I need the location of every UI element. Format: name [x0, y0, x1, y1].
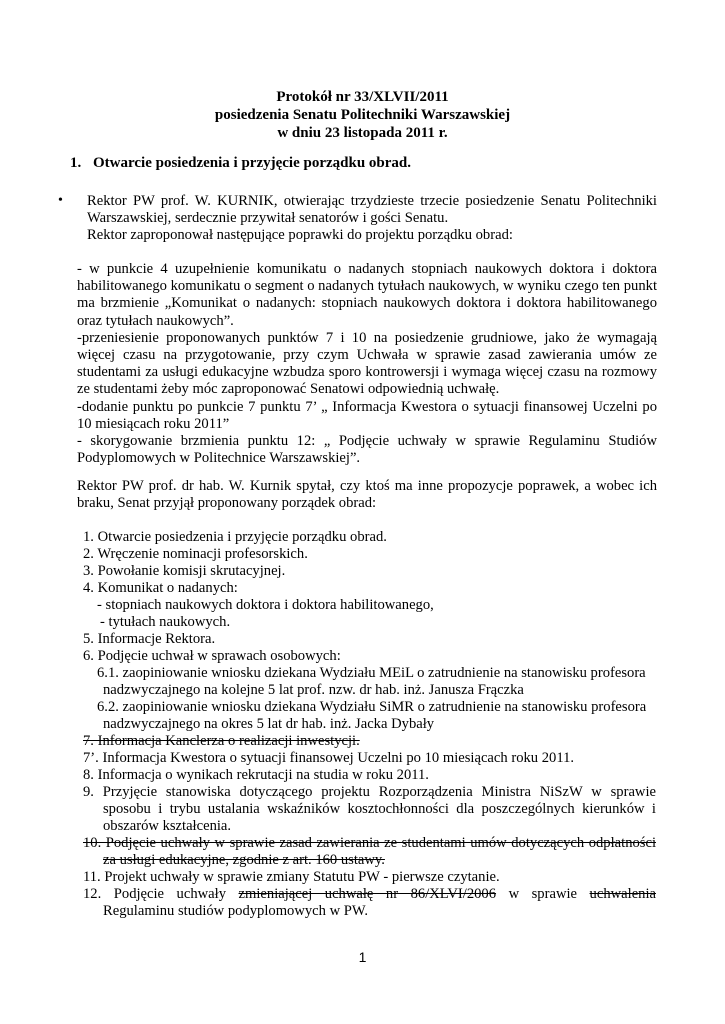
- agenda-subitem: 6.1. zaopiniowanie wniosku dziekana Wydziału MEiL o zatrudnienie na stanowisku profesora: [97, 665, 646, 681]
- agenda-item: 9. Przyjęcie stanowiska dotyczącego projektu Rozporządzenia Ministra NiSzW w sprawie: [83, 784, 656, 800]
- amendment-item: -przeniesienie proponowanych punktów 7 i 10 na posiedzenie grudniowe, jako że wymagają więcej czasu na przygotowanie, przy czym Uchwała w sprawie zasad zawierania umów ze studentami za usługi edukacyjne wzbudza sporo kontrowersji i wymaga więcej czasu na rozmowy ze studentami żeby móc zaproponować Senatowi odpowiednią uchwałę.: [77, 329, 657, 398]
- amendment-item: - skorygowanie brzmienia punktu 12: „ Podjęcie uchwały w sprawie Regulaminu Studiów Podyplomowych w Politechnice Warszawskiej”.: [77, 433, 657, 467]
- agenda-item-text: Podjęcie uchwały: [113, 886, 226, 902]
- agenda-item: 5. Informacje Rektora.: [83, 631, 216, 647]
- agenda-item-continuation: Regulaminu studiów podyplomowych w PW.: [103, 903, 368, 919]
- opening-text: Rektor PW prof. W. KURNIK, otwierając trzydzieste trzecie posiedzenie Senatu Politechniki Warszawskiej, serdecznie przywitał senatorów i gości Senatu.: [87, 193, 657, 227]
- amendment-item: -dodanie punktu po punkcie 7 punktu 7’ „ Informacja Kwestora o sytuacji finansowej Uczelni po 10 miesiącach roku 2011”: [77, 398, 657, 432]
- section-number: 1.: [70, 155, 82, 171]
- protocol-title: Protokół nr 33/XLVII/2011: [276, 89, 449, 105]
- amendments-list: [77, 261, 657, 467]
- agenda-item-removed: za usługi edukacyjne, zgodnie z art. 160 ustawy.: [103, 852, 385, 868]
- agenda-item-12: [83, 886, 656, 903]
- struck-text: uchwalenia: [589, 886, 656, 902]
- proposal-intro: Rektor zaproponował następujące poprawki do projektu porządku obrad:: [87, 227, 513, 244]
- agenda-subitem: - tytułach naukowych.: [100, 614, 231, 630]
- agenda-item: 7’. Informacja Kwestora o sytuacji finansowej Uczelni po 10 miesiącach roku 2011.: [83, 750, 575, 766]
- agenda-subitem: nadzwyczajnego na kolejne 5 lat prof. nzw. dr hab. inż. Janusza Frączka: [103, 682, 524, 698]
- page-number: 1: [358, 949, 367, 965]
- opening-paragraph: [87, 193, 657, 245]
- bullet-icon: •: [58, 193, 63, 208]
- agenda-item: 8. Informacja o wynikach rekrutacji na studia w roku 2011.: [83, 767, 429, 783]
- amendment-item: - w punkcie 4 uzupełnienie komunikatu o nadanych stopniach naukowych doktora i doktora habilitowanego komunikatu o segment o nadanych tytułach naukowych, w wyniku czego ten punkt ma brzmienie „Komunikat o nadanych: stopniach naukowych doktora i doktora habilitowanego oraz tytułach naukowych”.: [77, 261, 657, 329]
- agenda-item-removed: 7. Informacja Kanclerza o realizacji inwestycji.: [83, 733, 360, 749]
- agenda-item: 1. Otwarcie posiedzenia i przyjęcie porządku obrad.: [83, 529, 387, 545]
- agenda-subitem: 6.2. zaopiniowanie wniosku dziekana Wydziału SiMR o zatrudnienie na stanowisku profesora: [97, 699, 647, 715]
- agenda-item: 3. Powołanie komisji skrutacyjnej.: [83, 563, 286, 579]
- struck-text: zmieniającej uchwałę nr 86/XLVI/2006: [238, 886, 497, 902]
- section-heading: [70, 155, 411, 172]
- agenda-subitem: nadzwyczajnego na okres 5 lat dr hab. inż. Jacka Dybały: [103, 716, 435, 732]
- agenda-item: 4. Komunikat o nadanych:: [83, 580, 238, 596]
- agenda-item-continuation: obszarów kształcenia.: [103, 818, 232, 834]
- protocol-subtitle: posiedzenia Senatu Politechniki Warszawskiej: [214, 107, 511, 123]
- agenda-item: 2. Wręczenie nominacji profesorskich.: [83, 546, 308, 562]
- agenda-subitem: - stopniach naukowych doktora i doktora habilitowanego,: [97, 597, 434, 613]
- protocol-date: w dniu 23 listopada 2011 r.: [277, 125, 448, 141]
- section-title: Otwarcie posiedzenia i przyjęcie porządku obrad.: [93, 155, 412, 171]
- agenda-item-continuation: sposobu i trybu ustalania wskaźników kosztochłonności dla poszczególnych kierunków i: [103, 801, 656, 817]
- question-paragraph: Rektor PW prof. dr hab. W. Kurnik spytał, czy ktoś ma inne propozycje poprawek, a wobec ich braku, Senat przyjął proponowany porządek obrad:: [77, 478, 657, 512]
- agenda-item-number: 12.: [83, 886, 102, 902]
- agenda-item-text: w sprawie: [508, 886, 578, 902]
- agenda-item: 6. Podjęcie uchwał w sprawach osobowych:: [83, 648, 341, 664]
- agenda-item: 11. Projekt uchwały w sprawie zmiany Statutu PW - pierwsze czytanie.: [83, 869, 500, 885]
- agenda-item-removed: 10. Podjęcie uchwały w sprawie zasad zawierania ze studentami umów dotyczących odpłatności: [83, 835, 656, 851]
